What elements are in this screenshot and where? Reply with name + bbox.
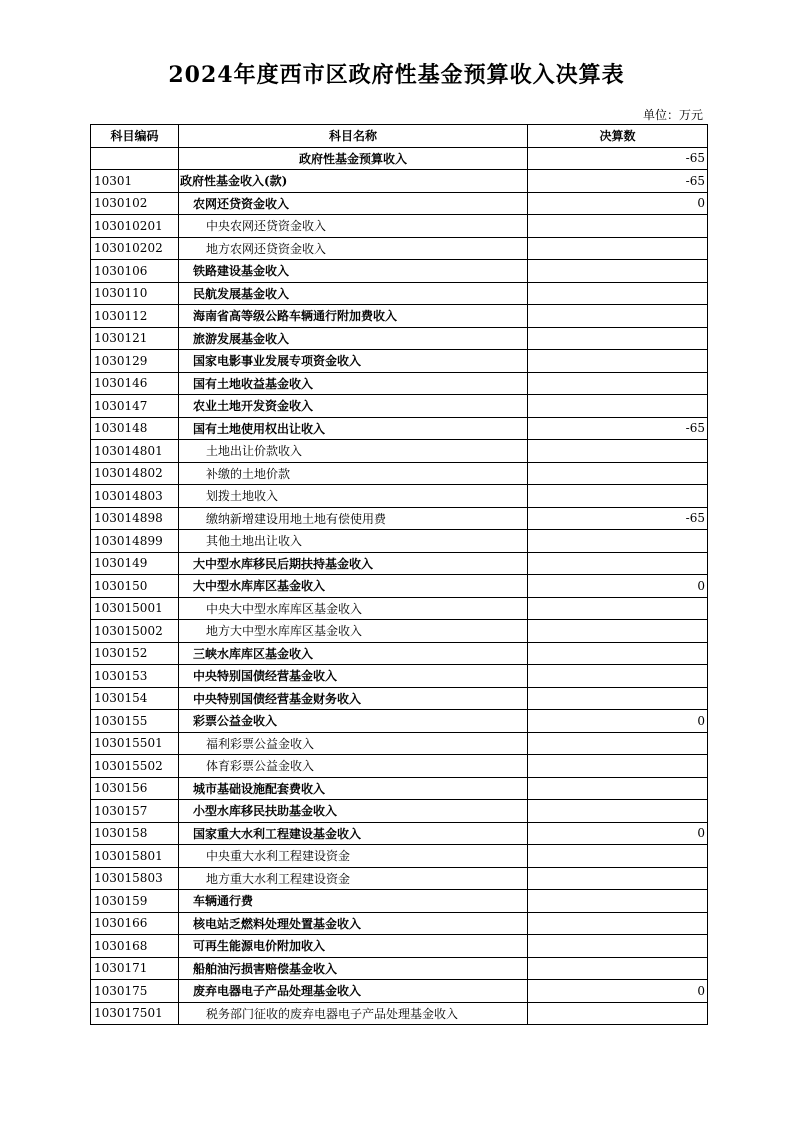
row-name: 中央特别国债经营基金收入 [179, 665, 528, 688]
row-amount: 0 [528, 192, 708, 215]
table-row [91, 575, 708, 598]
row-code: 103014898 [91, 507, 179, 530]
row-amount [528, 777, 708, 800]
row-name: 福利彩票公益金收入 [179, 732, 528, 755]
row-amount: -65 [528, 170, 708, 193]
row-name: 废弃电器电子产品处理基金收入 [179, 980, 528, 1003]
row-code: 103010201 [91, 215, 179, 238]
row-name: 农业土地开发资金收入 [179, 395, 528, 418]
table-row [91, 305, 708, 328]
table-row [91, 935, 708, 958]
row-code [91, 147, 179, 170]
table-row [91, 192, 708, 215]
row-name: 地方重大水利工程建设资金 [179, 867, 528, 890]
row-code: 1030159 [91, 890, 179, 913]
row-code: 1030148 [91, 417, 179, 440]
row-name: 核电站乏燃料处理处置基金收入 [179, 912, 528, 935]
row-code: 1030110 [91, 282, 179, 305]
header-name: 科目名称 [179, 125, 528, 148]
table-body [91, 147, 708, 1025]
table-row [91, 440, 708, 463]
row-code: 1030112 [91, 305, 179, 328]
table-row [91, 417, 708, 440]
row-amount: -65 [528, 417, 708, 440]
row-name: 可再生能源电价附加收入 [179, 935, 528, 958]
table-row [91, 372, 708, 395]
table-row [91, 147, 708, 170]
row-amount [528, 350, 708, 373]
row-amount: 0 [528, 710, 708, 733]
row-name: 政府性基金预算收入 [179, 147, 528, 170]
row-amount [528, 1002, 708, 1025]
row-code: 1030129 [91, 350, 179, 373]
row-amount [528, 890, 708, 913]
table-row [91, 485, 708, 508]
header-amount: 决算数 [528, 125, 708, 148]
row-code: 103015803 [91, 867, 179, 890]
row-name: 土地出让价款收入 [179, 440, 528, 463]
row-code: 103015501 [91, 732, 179, 755]
row-code: 103015001 [91, 597, 179, 620]
row-name: 民航发展基金收入 [179, 282, 528, 305]
table-row [91, 507, 708, 530]
row-code: 103014801 [91, 440, 179, 463]
row-code: 1030155 [91, 710, 179, 733]
row-amount [528, 530, 708, 553]
table-row [91, 777, 708, 800]
row-name: 地方大中型水库库区基金收入 [179, 620, 528, 643]
row-amount [528, 440, 708, 463]
row-name: 划拨土地收入 [179, 485, 528, 508]
header-row [91, 125, 708, 148]
row-name: 政府性基金收入(款) [179, 170, 528, 193]
row-amount [528, 620, 708, 643]
table-row [91, 395, 708, 418]
row-name: 中央特别国债经营基金财务收入 [179, 687, 528, 710]
row-amount [528, 552, 708, 575]
table-row [91, 530, 708, 553]
row-name: 彩票公益金收入 [179, 710, 528, 733]
table-row [91, 957, 708, 980]
row-amount [528, 327, 708, 350]
row-amount [528, 215, 708, 238]
row-name: 中央重大水利工程建设资金 [179, 845, 528, 868]
row-amount [528, 867, 708, 890]
row-code: 1030156 [91, 777, 179, 800]
row-code: 1030147 [91, 395, 179, 418]
row-code: 1030157 [91, 800, 179, 823]
table-row [91, 845, 708, 868]
row-amount [528, 935, 708, 958]
table-row [91, 822, 708, 845]
table-row [91, 260, 708, 283]
table-row [91, 237, 708, 260]
row-code: 1030102 [91, 192, 179, 215]
table-row [91, 732, 708, 755]
row-code: 1030154 [91, 687, 179, 710]
table-row [91, 710, 708, 733]
row-amount: 0 [528, 980, 708, 1003]
table-row [91, 890, 708, 913]
row-amount [528, 912, 708, 935]
table-row [91, 912, 708, 935]
row-amount [528, 732, 708, 755]
table-row [91, 687, 708, 710]
table-row [91, 867, 708, 890]
row-code: 103014802 [91, 462, 179, 485]
row-amount [528, 282, 708, 305]
row-name: 缴纳新增建设用地土地有偿使用费 [179, 507, 528, 530]
row-amount [528, 260, 708, 283]
row-code: 1030121 [91, 327, 179, 350]
row-amount [528, 395, 708, 418]
row-amount [528, 305, 708, 328]
row-amount [528, 462, 708, 485]
row-name: 三峡水库库区基金收入 [179, 642, 528, 665]
row-amount: -65 [528, 507, 708, 530]
table-row [91, 620, 708, 643]
row-amount: -65 [528, 147, 708, 170]
row-name: 大中型水库移民后期扶持基金收入 [179, 552, 528, 575]
row-amount [528, 372, 708, 395]
row-code: 103010202 [91, 237, 179, 260]
row-name: 补缴的土地价款 [179, 462, 528, 485]
table-row [91, 327, 708, 350]
row-code: 103014899 [91, 530, 179, 553]
row-amount [528, 485, 708, 508]
row-name: 税务部门征收的废弃电器电子产品处理基金收入 [179, 1002, 528, 1025]
row-amount: 0 [528, 575, 708, 598]
table-row [91, 980, 708, 1003]
row-code: 1030150 [91, 575, 179, 598]
row-code: 1030152 [91, 642, 179, 665]
table-row [91, 552, 708, 575]
row-code: 1030171 [91, 957, 179, 980]
row-name: 铁路建设基金收入 [179, 260, 528, 283]
row-amount [528, 687, 708, 710]
table-row [91, 170, 708, 193]
row-code: 1030168 [91, 935, 179, 958]
table-row [91, 665, 708, 688]
row-amount [528, 597, 708, 620]
row-name: 小型水库移民扶助基金收入 [179, 800, 528, 823]
row-code: 103017501 [91, 1002, 179, 1025]
table-row [91, 597, 708, 620]
row-code: 103014803 [91, 485, 179, 508]
table-row [91, 642, 708, 665]
row-amount [528, 957, 708, 980]
row-amount [528, 800, 708, 823]
row-code: 1030149 [91, 552, 179, 575]
row-code: 10301 [91, 170, 179, 193]
row-amount [528, 845, 708, 868]
row-code: 1030153 [91, 665, 179, 688]
table-row [91, 350, 708, 373]
row-code: 1030146 [91, 372, 179, 395]
row-name: 国有土地使用权出让收入 [179, 417, 528, 440]
budget-table [90, 124, 708, 1025]
row-name: 船舶油污损害赔偿基金收入 [179, 957, 528, 980]
row-amount [528, 665, 708, 688]
row-name: 大中型水库库区基金收入 [179, 575, 528, 598]
row-name: 地方农网还贷资金收入 [179, 237, 528, 260]
row-name: 国家电影事业发展专项资金收入 [179, 350, 528, 373]
row-amount: 0 [528, 822, 708, 845]
row-code: 1030166 [91, 912, 179, 935]
row-name: 海南省高等级公路车辆通行附加费收入 [179, 305, 528, 328]
row-name: 体育彩票公益金收入 [179, 755, 528, 778]
table-row [91, 282, 708, 305]
table-row [91, 755, 708, 778]
row-name: 国有土地收益基金收入 [179, 372, 528, 395]
row-code: 103015801 [91, 845, 179, 868]
row-name: 国家重大水利工程建设基金收入 [179, 822, 528, 845]
row-name: 中央农网还贷资金收入 [179, 215, 528, 238]
page-title: 2024年度西市区政府性基金预算收入决算表 [168, 62, 625, 88]
row-code: 1030175 [91, 980, 179, 1003]
table-row [91, 1002, 708, 1025]
row-name: 车辆通行费 [179, 890, 528, 913]
row-name: 城市基础设施配套费收入 [179, 777, 528, 800]
row-name: 旅游发展基金收入 [179, 327, 528, 350]
row-name: 农网还贷资金收入 [179, 192, 528, 215]
table-row [91, 215, 708, 238]
row-code: 1030106 [91, 260, 179, 283]
row-code: 103015002 [91, 620, 179, 643]
row-name: 中央大中型水库库区基金收入 [179, 597, 528, 620]
row-name: 其他土地出让收入 [179, 530, 528, 553]
row-amount [528, 755, 708, 778]
row-amount [528, 237, 708, 260]
table-row [91, 462, 708, 485]
table-row [91, 800, 708, 823]
row-code: 103015502 [91, 755, 179, 778]
row-amount [528, 642, 708, 665]
row-code: 1030158 [91, 822, 179, 845]
header-code: 科目编码 [91, 125, 179, 148]
unit-label: 单位：万元 [642, 108, 703, 122]
